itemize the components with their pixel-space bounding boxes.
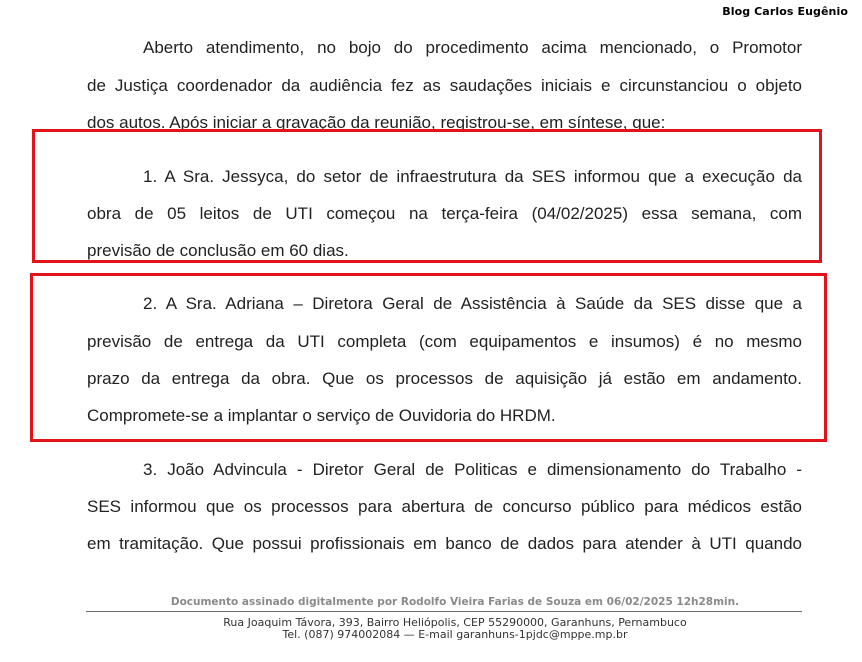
item-3-line-3: em tramitação. Que possui profissionais em banco de dados para atender à UTI quando: [87, 534, 802, 553]
intro-line-3: dos autos. Após iniciar a gravação da reunião, registrou-se, em síntese, que:: [87, 113, 666, 132]
item-2-line-3: prazo da entrega da obra. Que os processos de aquisição já estão em andamento.: [87, 369, 802, 388]
item-2-line-2: previsão de entrega da UTI completa (com equipamentos e insumos) é no mesmo: [87, 332, 802, 351]
footer-contact: Tel. (087) 974002084 — E-mail garanhuns-1pjdc@mppe.mp.br: [282, 628, 628, 641]
item-1-line-1: 1. A Sra. Jessyca, do setor de infraestrutura da SES informou que a execução da: [143, 167, 802, 186]
intro-line-1: Aberto atendimento, no bojo do procedimento acima mencionado, o Promotor: [143, 38, 802, 57]
item-3-line-1: 3. João Advincula - Diretor Geral de Politicas e dimensionamento do Trabalho -: [143, 460, 802, 479]
watermark: Blog Carlos Eugênio: [722, 5, 848, 18]
footer-divider: [86, 611, 802, 612]
footer-address: Rua Joaquim Távora, 393, Bairro Heliópolis, CEP 55290000, Garanhuns, Pernambuco: [223, 616, 687, 629]
item-2-line-1: 2. A Sra. Adriana – Diretora Geral de Assistência à Saúde da SES disse que a: [143, 294, 802, 313]
item-1-line-2: obra de 05 leitos de UTI começou na terça-feira (04/02/2025) essa semana, com: [87, 204, 802, 223]
item-3-line-2: SES informou que os processos para abertura de concurso público para médicos estão: [87, 497, 802, 516]
item-2-line-4: Compromete-se a implantar o serviço de Ouvidoria do HRDM.: [87, 406, 556, 425]
intro-line-2: de Justiça coordenador da audiência fez as saudações iniciais e circunstanciou o objeto: [87, 76, 802, 95]
digital-signature-note: Documento assinado digitalmente por Rodolfo Vieira Farias de Souza em 06/02/2025 12h28min.: [170, 596, 740, 608]
item-1-line-3: previsão de conclusão em 60 dias.: [87, 241, 349, 260]
